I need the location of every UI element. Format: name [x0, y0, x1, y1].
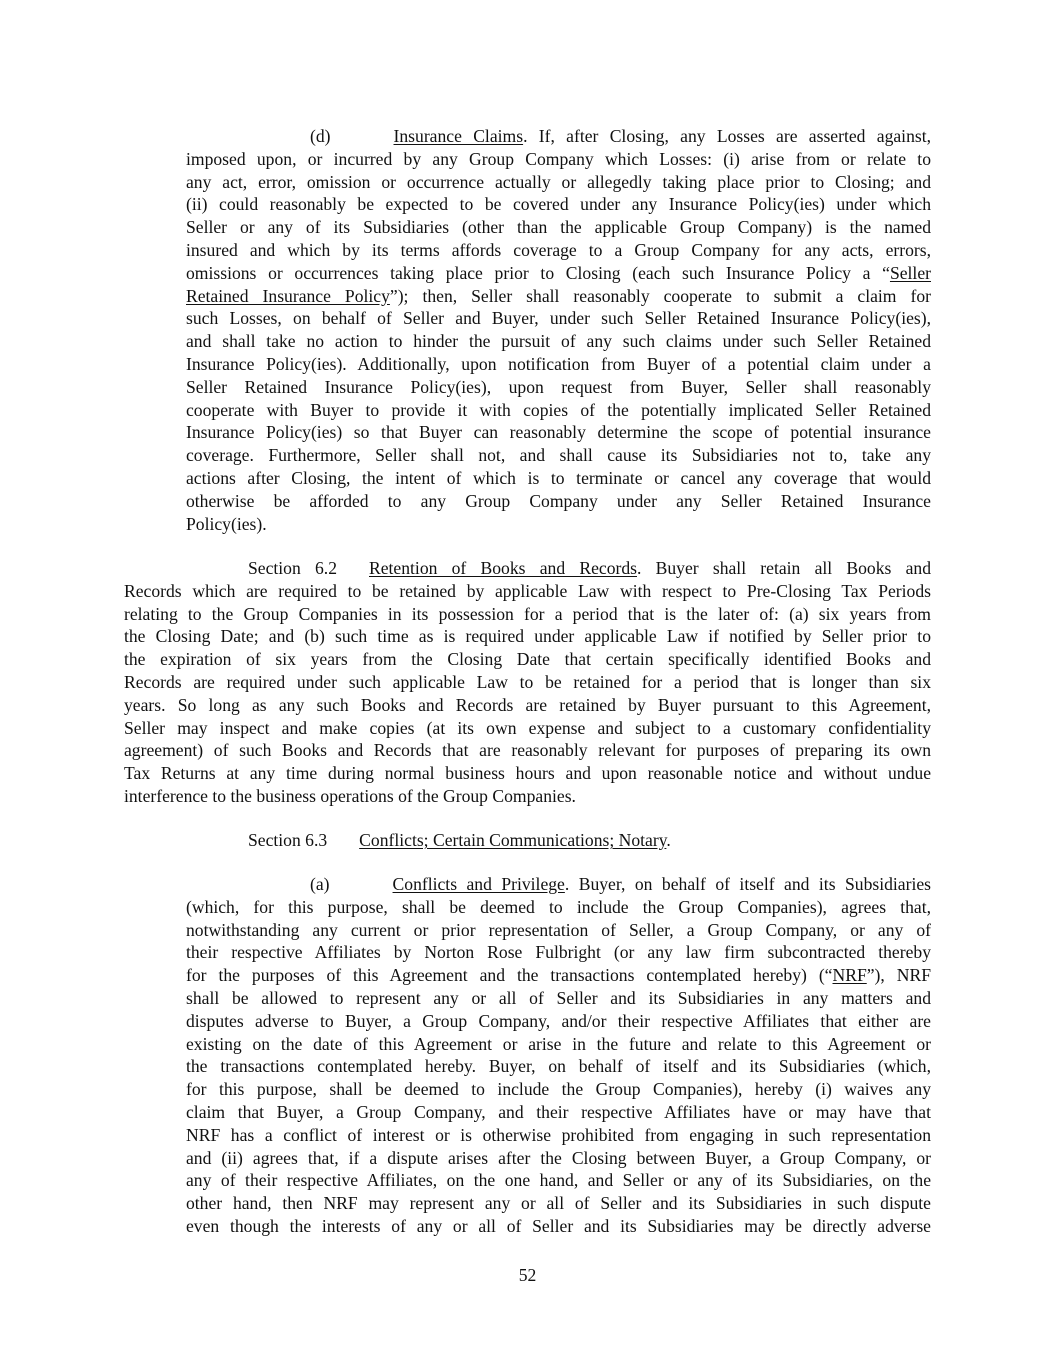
- paragraph-line: Policy(ies).: [186, 513, 267, 534]
- paragraph-line: omissions or occurrences taking place prior to Closing (each such Insurance Policy a “Seller: [186, 262, 931, 283]
- paragraph-line: the expiration of six years from the Closing Date that certain specifically identified Books and: [124, 649, 931, 670]
- paragraph-line: existing on the date of this Agreement or arise in the future and relate to this Agreement or: [186, 1033, 931, 1054]
- paragraph-line: otherwise be afforded to any Group Company under any Seller Retained Insurance: [186, 490, 931, 511]
- paragraph-line: (d) Insurance Claims. If, after Closing, any Losses are asserted against,: [310, 126, 931, 146]
- paragraph-line: Seller may inspect and make copies (at its own expense and subject to a customary confidentiality: [124, 717, 931, 738]
- paragraph-line: imposed upon, or incurred by any Group Company which Losses: (i) arise from or relate to: [186, 148, 931, 169]
- paragraph-line: Section 6.2 Retention of Books and Records. Buyer shall retain all Books and: [248, 558, 931, 578]
- section-label: Section 6.3: [248, 830, 328, 850]
- section-label: Section 6.2: [248, 558, 337, 578]
- paragraph-line: any act, error, omission or occurrence actually or allegedly taking place prior to Closing; and: [186, 171, 931, 192]
- paragraph-line: NRF has a conflict of interest or is otherwise prohibited from engaging in such representation: [186, 1124, 931, 1145]
- subsection-d-insurance-claims: [186, 125, 931, 535]
- paragraph-line: the transactions contemplated hereby. Buyer, on behalf of itself and its Subsidiaries (which,: [186, 1056, 931, 1077]
- page-number: 52: [518, 1265, 537, 1285]
- paragraph-line: relating to the Group Companies in its possession for a period that is the later of: (a) six years from: [124, 603, 931, 624]
- subsection-heading: Insurance Claims: [393, 126, 524, 146]
- paragraph-line: for this purpose, shall be deemed to include the Group Companies), hereby (i) waives any: [186, 1079, 931, 1100]
- paragraph-line: for the purposes of this Agreement and the transactions contemplated hereby) (“NRF”), NRF: [186, 965, 931, 986]
- paragraph-line: claim that Buyer, a Group Company, and their respective Affiliates have or may have that: [186, 1101, 931, 1122]
- paragraph-line: disputes adverse to Buyer, a Group Company, and/or their respective Affiliates that either are: [186, 1010, 931, 1031]
- paragraph-line: Retained Insurance Policy”); then, Seller shall reasonably cooperate to submit a claim for: [186, 285, 931, 306]
- defined-term: Retained Insurance Policy: [186, 285, 390, 306]
- paragraph-line: interference to the business operations of the Group Companies.: [124, 785, 576, 806]
- subsection-a-conflicts-and-privilege: [186, 873, 931, 1238]
- paragraph-line: coverage. Furthermore, Seller shall not, and shall cause its Subsidiaries not to, take any: [186, 445, 931, 466]
- paragraph-line: their respective Affiliates by Norton Rose Fulbright (or any law firm subcontracted thereby: [186, 942, 931, 963]
- subsection-heading: Conflicts and Privilege: [392, 874, 565, 894]
- paragraph-line: even though the interests of any or all of Seller and its Subsidiaries may be directly adverse: [186, 1215, 931, 1236]
- section-6-2-retention-of-books: [124, 557, 931, 808]
- defined-term: Seller: [889, 262, 931, 283]
- paragraph-line: Records which are required to be retained by applicable Law with respect to Pre-Closing Tax Periods: [124, 580, 931, 601]
- subsection-label: (d): [310, 126, 331, 146]
- paragraph-line: Insurance Policy(ies) so that Buyer can reasonably determine the scope of potential insurance: [186, 422, 931, 443]
- paragraph-line: and shall take no action to hinder the pursuit of any such claims under such Seller Retained: [186, 331, 931, 352]
- paragraph-line: years. So long as any such Books and Records are retained by Buyer pursuant to this Agreement,: [124, 694, 931, 715]
- section-heading: Conflicts; Certain Communications; Notary: [359, 830, 667, 850]
- section-6-3-heading-line: Section 6.3 Conflicts; Certain Communications; Notary.: [248, 830, 671, 850]
- paragraph-line: agreement) of such Books and Records that are reasonably relevant for purposes of preparing its own: [124, 740, 931, 761]
- paragraph-line: Tax Returns at any time during normal business hours and upon reasonable notice and without undue: [124, 763, 931, 784]
- paragraph-line: Records are required under such applicable Law to be retained for a period that is longer than six: [124, 671, 931, 692]
- subsection-label: (a): [310, 874, 330, 894]
- paragraph-line: shall be allowed to represent any or all of Seller and its Subsidiaries in any matters and: [186, 987, 931, 1008]
- paragraph-line: such Losses, on behalf of Seller and Buyer, under such Seller Retained Insurance Policy(ies),: [186, 308, 931, 329]
- paragraph-line: Seller Retained Insurance Policy(ies), upon request from Buyer, Seller shall reasonably: [186, 376, 931, 397]
- paragraph-line: notwithstanding any current or prior representation of Seller, a Group Company, or any of: [186, 919, 931, 940]
- paragraph-line: actions after Closing, the intent of which is to terminate or cancel any coverage that would: [186, 467, 931, 488]
- paragraph-line: and (ii) agrees that, if a dispute arises after the Closing between Buyer, a Group Company, or: [186, 1147, 931, 1168]
- paragraph-line: insured and which by its terms affords coverage to a Group Company for any acts, errors,: [186, 239, 931, 260]
- paragraph-line: any of their respective Affiliates, on the one hand, and Seller or any of its Subsidiaries, on the: [186, 1170, 931, 1191]
- paragraph-line: the Closing Date; and (b) such time as is required under applicable Law if notified by Seller prior to: [124, 626, 931, 647]
- defined-term: NRF: [832, 965, 867, 986]
- paragraph-line: (a) Conflicts and Privilege. Buyer, on behalf of itself and its Subsidiaries: [310, 874, 931, 894]
- paragraph-line: Insurance Policy(ies). Additionally, upon notification from Buyer of a potential claim under a: [186, 353, 931, 374]
- paragraph-line: cooperate with Buyer to provide it with copies of the potentially implicated Seller Retained: [186, 399, 931, 420]
- paragraph-line: other hand, then NRF may represent any or all of Seller and its Subsidiaries in such dispute: [186, 1193, 931, 1214]
- paragraph-line: (which, for this purpose, shall be deemed to include the Group Companies), agrees that,: [186, 896, 931, 917]
- paragraph-line: (ii) could reasonably be expected to be covered under any Insurance Policy(ies) under which: [186, 194, 931, 215]
- section-heading: Retention of Books and Records: [369, 558, 637, 578]
- paragraph-line: Seller or any of its Subsidiaries (other than the applicable Group Company) is the named: [186, 217, 931, 238]
